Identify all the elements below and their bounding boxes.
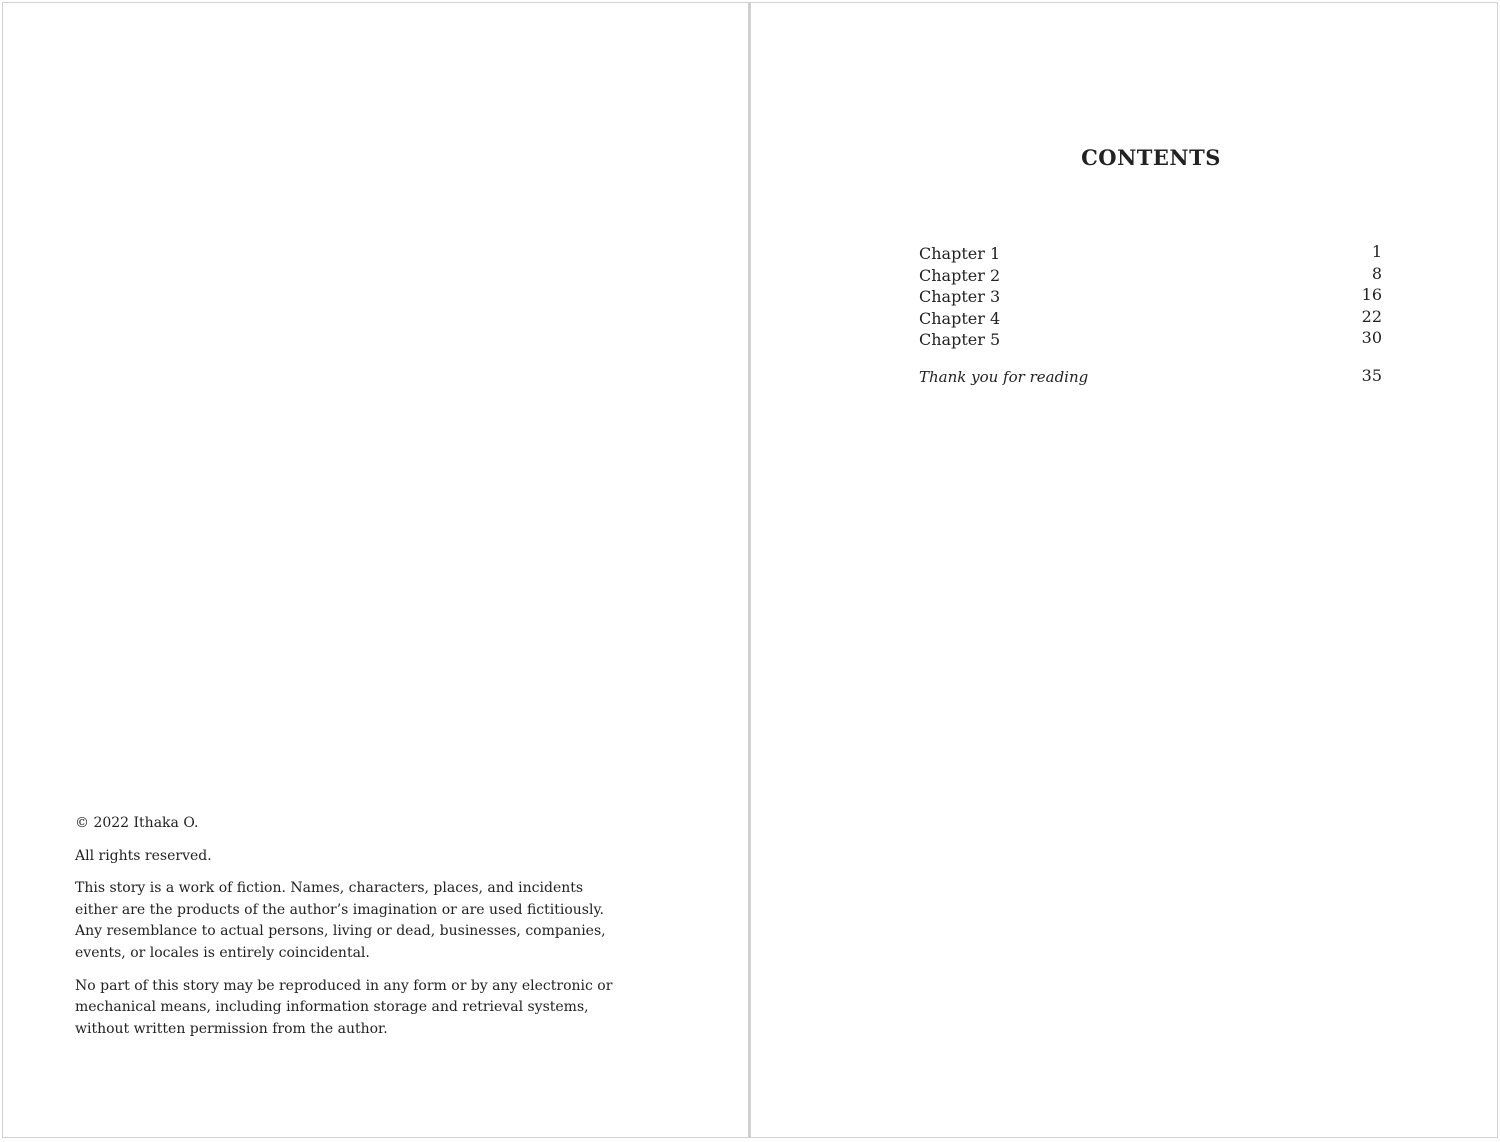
contents-page	[750, 2, 1498, 1138]
copyright-notice: © 2022 Ithaka O.	[75, 815, 199, 831]
toc-entry-page: 22	[1361, 306, 1382, 326]
toc-entry-label: Chapter 4	[919, 308, 1001, 328]
copyright-block	[75, 813, 620, 1051]
toc-entry[interactable]	[919, 265, 1382, 287]
toc-entry[interactable]	[919, 329, 1382, 351]
reproduction-notice: No part of this story may be reproduced in any form or by any electronic or mechanical means, including information storage and retrieval systems, without written permission from the author.	[75, 977, 613, 1037]
toc-entry-closing[interactable]	[919, 367, 1382, 389]
toc-entry-page: 1	[1371, 242, 1382, 261]
toc-entry-label: Chapter 1	[919, 244, 1001, 263]
toc-entry-page: 35	[1361, 365, 1382, 385]
table-of-contents	[919, 243, 1382, 388]
fiction-disclaimer: This story is a work of fiction. Names, characters, places, and incidents either are the products of the author’s imagination or are used fictitiously. Any resemblance to actual persons, living or dead, businesses, companies, events, or locales is entirely coincidental.	[75, 880, 606, 961]
toc-entry-page: 16	[1361, 285, 1382, 304]
toc-entry-label: Thank you for reading	[919, 367, 1089, 386]
rights-reserved: All rights reserved.	[75, 847, 212, 864]
toc-entry-page: 30	[1361, 328, 1382, 347]
toc-entry[interactable]	[919, 308, 1382, 330]
toc-entry[interactable]	[919, 286, 1382, 308]
toc-entry-page: 8	[1371, 263, 1382, 283]
toc-entry-label: Chapter 5	[919, 330, 1001, 349]
copyright-page	[2, 2, 750, 1138]
toc-entry-label: Chapter 2	[919, 265, 1001, 285]
contents-title: CONTENTS	[1081, 145, 1221, 170]
toc-entry-label: Chapter 3	[919, 287, 1001, 306]
toc-entry[interactable]	[919, 243, 1382, 265]
